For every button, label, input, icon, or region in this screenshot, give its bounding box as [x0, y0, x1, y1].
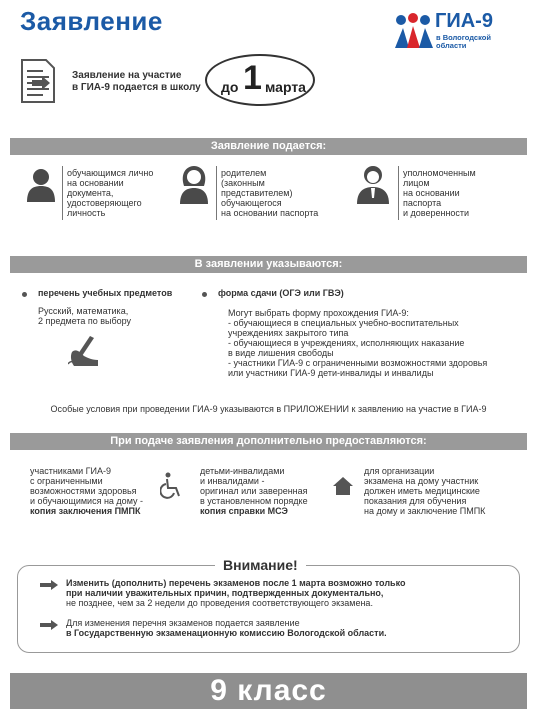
- attention-paragraph-1: [66, 578, 405, 608]
- text-line: обучающимся лично: [67, 168, 154, 178]
- text-line: на основании: [67, 178, 124, 188]
- text-line: и инвалидами -: [200, 476, 265, 486]
- submitter-representative: [403, 168, 476, 218]
- text-line: и обучающимися на дому -: [30, 496, 143, 506]
- text-line: - обучающиеся в учреждениях, исполняющих наказание: [228, 338, 465, 348]
- special-conditions-note: Особые условия при проведении ГИА-9 указываются в ПРИЛОЖЕНИИ к заявлению на участие в ГИА-9: [50, 404, 487, 414]
- bullet-icon: [22, 292, 27, 297]
- form-text: [228, 308, 487, 378]
- text-line: копия справки МСЭ: [200, 506, 288, 516]
- bullet-icon: [202, 292, 207, 297]
- logo-sub-2: области: [436, 41, 467, 50]
- text-line: участниками ГИА-9: [30, 466, 112, 476]
- extra-docs-disability: [200, 466, 308, 516]
- parent-icon: [178, 164, 210, 204]
- arrow-right-icon: [40, 620, 58, 630]
- text-line: в виде лишения свободы: [228, 348, 334, 358]
- gia9-logo: [393, 12, 523, 58]
- text-line: в Государственную экзаменационную комиссию Вологодской области.: [66, 628, 387, 638]
- representative-icon: [356, 164, 390, 204]
- text-line: личность: [67, 208, 106, 218]
- wheelchair-icon: [160, 472, 184, 500]
- text-line: Русский, математика,: [38, 306, 129, 316]
- text-line: представителем): [221, 188, 293, 198]
- text-line: на дому и заключение ПМПК: [364, 506, 486, 516]
- logo-sub-1: в Вологодской: [436, 33, 491, 42]
- deadline-oval: [205, 54, 315, 106]
- text-line: должен иметь медицинские: [364, 486, 480, 496]
- arrow-right-icon: [40, 580, 58, 590]
- person-icon: [26, 168, 56, 202]
- text-line: - участники ГИА-9 с ограниченными возможностями здоровья: [228, 358, 488, 368]
- divider: [62, 166, 63, 220]
- text-line: удостоверяющего: [67, 198, 142, 208]
- deadline-number: 1: [243, 59, 262, 97]
- intro-line-2: в ГИА-9 подается в школу: [72, 82, 201, 93]
- text-line: уполномоченным: [403, 168, 476, 178]
- submitter-parent: [221, 168, 318, 218]
- text-line: паспорта: [403, 198, 442, 208]
- text-line: родителем: [221, 168, 267, 178]
- text-line: возможностями здоровья: [30, 486, 137, 496]
- text-line: учреждениях закрытого типа: [228, 328, 349, 338]
- section3-header: При подаче заявления дополнительно предоставляются:: [10, 433, 527, 450]
- text-line: или участники ГИА-9 дети-инвалиды и инвалиды: [228, 368, 434, 378]
- text-line: для организации: [364, 466, 435, 476]
- text-line: при наличии уважительных причин, подтвержденных документально,: [66, 588, 384, 598]
- text-line: не позднее, чем за 2 недели до проведения соответствующего экзамена.: [66, 598, 373, 608]
- text-line: детьми-инвалидами: [200, 466, 285, 476]
- page-title: Заявление: [20, 6, 163, 36]
- section2-header: В заявлении указываются:: [10, 256, 527, 273]
- text-line: документа,: [67, 188, 114, 198]
- text-line: - обучающиеся в специальных учебно-воспитательных: [228, 318, 459, 328]
- extra-docs-home: [364, 466, 485, 516]
- text-line: (законным: [221, 178, 265, 188]
- text-line: на основании паспорта: [221, 208, 319, 218]
- attention-title: Внимание!: [215, 557, 306, 573]
- logo-title: ГИА-9: [435, 10, 493, 32]
- subjects-text: [38, 306, 131, 326]
- text-line: обучающегося: [221, 198, 282, 208]
- text-line: с ограниченными: [30, 476, 103, 486]
- text-line: лицом: [403, 178, 430, 188]
- form-heading: форма сдачи (ОГЭ или ГВЭ): [218, 288, 344, 298]
- intro-text: [72, 70, 201, 94]
- text-line: 2 предмета по выбору: [38, 316, 132, 326]
- people-logo-icon: [393, 12, 435, 52]
- extra-docs-hia: [30, 466, 143, 516]
- text-line: оригинал или заверенная: [200, 486, 308, 496]
- intro-line-1: Заявление на участие: [72, 70, 182, 81]
- divider: [398, 166, 399, 220]
- text-line: в установленном порядке: [200, 496, 308, 506]
- home-icon: [332, 476, 354, 496]
- subjects-heading: перечень учебных предметов: [38, 288, 173, 298]
- section1-header: Заявление подается:: [10, 138, 527, 155]
- text-line: копия заключения ПМПК: [30, 506, 141, 516]
- submitter-student: [67, 168, 153, 218]
- text-line: и доверенности: [403, 208, 470, 218]
- text-line: показания для обучения: [364, 496, 467, 506]
- text-line: Для изменения перечня экзаменов подается заявление: [66, 618, 300, 628]
- attention-paragraph-2: [66, 618, 387, 638]
- deadline-month: марта: [265, 79, 306, 95]
- document-icon: [20, 58, 56, 104]
- text-line: на основании: [403, 188, 460, 198]
- text-line: Могут выбрать форму прохождения ГИА-9:: [228, 308, 409, 318]
- grade-banner: 9 класс: [10, 673, 527, 709]
- writing-hand-icon: [68, 334, 104, 368]
- text-line: Изменить (дополнить) перечень экзаменов после 1 марта возможно только: [66, 578, 406, 588]
- text-line: экзамена на дому участник: [364, 476, 479, 486]
- deadline-pre: до: [221, 79, 239, 95]
- divider: [216, 166, 217, 220]
